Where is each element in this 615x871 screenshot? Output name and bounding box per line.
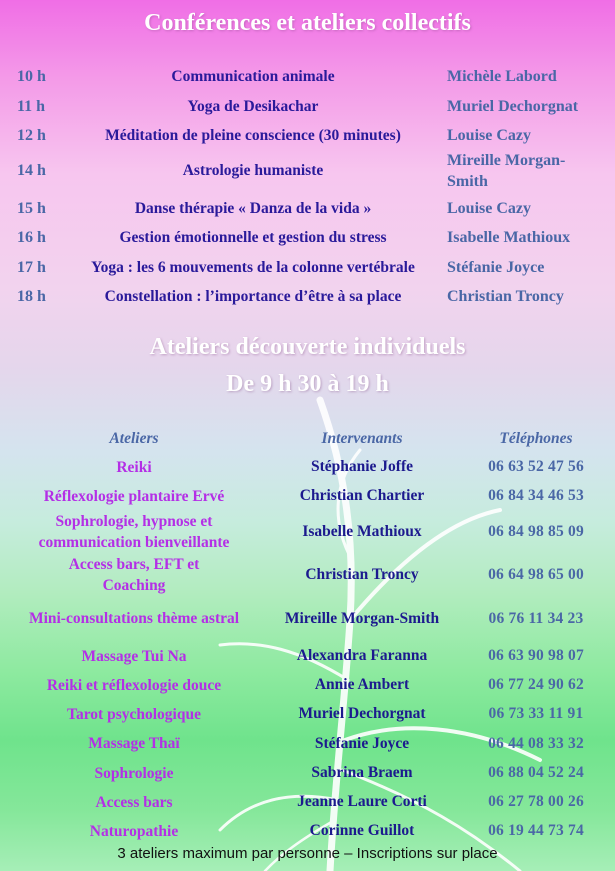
workshop-speaker: Stéfanie Joyce bbox=[314, 734, 410, 752]
conference-row bbox=[0, 194, 615, 223]
conference-time: 11 h bbox=[17, 97, 46, 115]
conference-activity: Astrologie humaniste bbox=[182, 162, 324, 179]
workshop-row bbox=[0, 482, 615, 510]
workshop-speaker: Mireille Morgan-Smith bbox=[284, 609, 440, 627]
workshop-speaker: Christian Troncy bbox=[305, 566, 419, 583]
workshop-phone: 06 44 08 33 32 bbox=[488, 734, 584, 752]
workshop-speaker: Isabelle Mathioux bbox=[302, 523, 422, 540]
conference-activity: Méditation de pleine conscience (30 minutes) bbox=[105, 126, 401, 144]
workshop-name: Sophrologie bbox=[94, 764, 174, 782]
workshop-name: Access bars, EFT et Coaching bbox=[68, 556, 200, 594]
conference-activity: Yoga : les 6 mouvements de la colonne vertébrale bbox=[91, 258, 415, 276]
workshop-name: Mini-consultations thème astral bbox=[28, 610, 240, 627]
workshop-name: Tarot psychologique bbox=[67, 705, 201, 723]
conference-person: Louise Cazy bbox=[447, 200, 531, 217]
workshop-speaker: Alexandra Faranna bbox=[296, 647, 428, 664]
workshop-phone: 06 19 44 73 74 bbox=[488, 822, 584, 839]
workshop-row bbox=[0, 671, 615, 699]
workshop-phone: 06 77 24 90 62 bbox=[488, 676, 584, 693]
conference-activity: Yoga de Desikachar bbox=[187, 97, 319, 115]
individual-title: Ateliers découverte individuels bbox=[149, 334, 466, 360]
workshop-phone: 06 88 04 52 24 bbox=[488, 764, 584, 781]
conference-person: Muriel Dechorgnat bbox=[447, 98, 579, 115]
workshop-row bbox=[0, 729, 615, 758]
conference-person: Christian Troncy bbox=[447, 288, 564, 305]
individual-subtitle: De 9 h 30 à 19 h bbox=[226, 371, 389, 397]
conference-row bbox=[0, 253, 615, 282]
conference-time: 17 h bbox=[17, 258, 46, 276]
workshop-row bbox=[0, 597, 615, 640]
workshop-row bbox=[0, 642, 615, 670]
workshop-phone: 06 84 34 46 53 bbox=[488, 487, 584, 504]
workshop-phone: 06 84 98 85 09 bbox=[488, 523, 584, 540]
conference-activity: Constellation : l’importance d’être à sa place bbox=[104, 287, 402, 305]
conference-time: 14 h bbox=[17, 162, 46, 179]
conference-row bbox=[0, 92, 615, 121]
header-phones: Téléphones bbox=[499, 430, 573, 447]
conference-activity: Danse thérapie « Danza de la vida » bbox=[134, 199, 372, 217]
workshop-row bbox=[0, 817, 615, 845]
conference-row bbox=[0, 62, 615, 91]
conference-time: 12 h bbox=[17, 126, 46, 144]
workshop-row bbox=[0, 788, 615, 816]
workshop-speaker: Stéphanie Joffe bbox=[310, 458, 414, 475]
workshop-phone: 06 76 11 34 23 bbox=[488, 609, 584, 627]
header-speakers: Intervenants bbox=[321, 430, 403, 447]
conference-row bbox=[0, 223, 615, 252]
workshop-phone: 06 73 33 11 91 bbox=[488, 705, 584, 722]
conference-person: Isabelle Mathioux bbox=[447, 229, 571, 246]
workshop-name: Naturopathie bbox=[89, 822, 179, 840]
conference-person: Stéfanie Joyce bbox=[447, 259, 545, 276]
conference-person: Louise Cazy bbox=[447, 127, 531, 144]
workshop-speaker: Sabrina Braem bbox=[311, 764, 413, 781]
workshop-phone: 06 63 90 98 07 bbox=[488, 647, 584, 664]
workshop-name: Access bars bbox=[95, 793, 173, 811]
workshop-speaker: Christian Chartier bbox=[299, 487, 425, 504]
workshop-name: Réflexologie plantaire Ervé bbox=[43, 487, 225, 505]
workshop-row bbox=[0, 554, 615, 596]
workshop-speaker: Muriel Dechorgnat bbox=[298, 705, 426, 722]
conference-person: Michèle Labord bbox=[447, 68, 557, 85]
workshop-row bbox=[0, 453, 615, 481]
workshop-phone: 06 63 52 47 56 bbox=[488, 458, 584, 475]
conference-row bbox=[0, 282, 615, 311]
workshop-row bbox=[0, 700, 615, 728]
header-workshops: Ateliers bbox=[109, 430, 159, 447]
workshop-name: Reiki bbox=[116, 458, 152, 476]
workshop-speaker: Annie Ambert bbox=[314, 676, 410, 693]
workshop-row bbox=[0, 759, 615, 787]
conference-person: Mireille Morgan-Smith bbox=[447, 152, 566, 190]
conference-row bbox=[0, 121, 615, 150]
conference-time: 15 h bbox=[17, 199, 46, 217]
workshop-speaker: Jeanne Laure Corti bbox=[297, 793, 427, 810]
conference-activity: Gestion émotionnelle et gestion du stress bbox=[119, 228, 387, 246]
workshop-speaker: Corinne Guillot bbox=[309, 822, 415, 839]
workshop-row bbox=[0, 511, 615, 553]
footer-note: 3 ateliers maximum par personne – Inscriptions sur place bbox=[117, 845, 498, 862]
workshop-name: Massage Thaï bbox=[88, 735, 180, 752]
conference-time: 10 h bbox=[17, 67, 46, 85]
workshop-phone: 06 64 98 65 00 bbox=[488, 566, 584, 583]
conference-activity: Communication animale bbox=[171, 67, 335, 85]
workshop-name: Sophrologie, hypnose et communication bienveillante bbox=[38, 513, 230, 551]
workshop-name: Reiki et réflexologie douce bbox=[46, 676, 222, 694]
workshop-name: Massage Tui Na bbox=[81, 647, 187, 665]
conference-time: 16 h bbox=[17, 228, 46, 246]
conferences-title: Conférences et ateliers collectifs bbox=[144, 10, 471, 36]
workshop-phone: 06 27 78 00 26 bbox=[488, 793, 584, 810]
conference-time: 18 h bbox=[17, 287, 46, 305]
conference-row bbox=[0, 149, 615, 193]
